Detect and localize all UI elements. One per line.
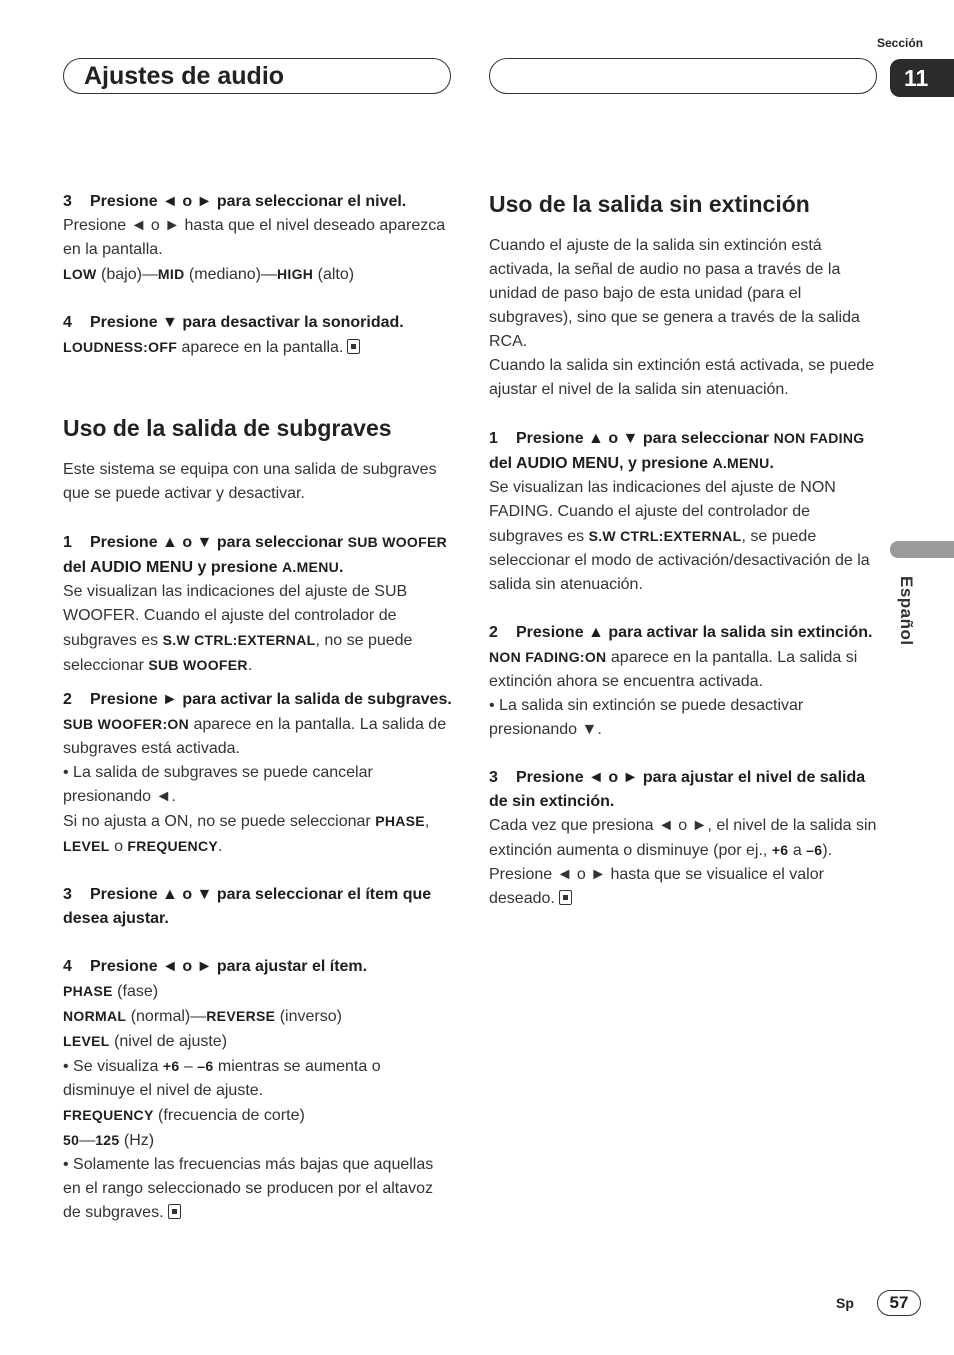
intro-text: Cuando la salida sin extinción está activada, se puede ajustar el nivel de la salida sin atenuación. bbox=[489, 357, 875, 398]
intro-text: Cuando el ajuste de la salida sin extinción está activada, la señal de audio no pasa a través de la unidad de paso bajo de esta unidad (para el subgraves), sino que se genera a través de la salida RCA. bbox=[489, 237, 860, 350]
bullet-note: • Solamente las frecuencias más bajas que aquellas en el rango seleccionado se producen por el altavoz de subgraves. bbox=[63, 1156, 434, 1221]
bullet-note: • Se visualiza +6 – –6 mientras se aumenta o disminuye el nivel de ajuste. bbox=[63, 1058, 381, 1099]
item-frequency: FREQUENCY (frecuencia de corte) bbox=[63, 1107, 305, 1124]
step-body: Se visualizan las indicaciones del ajuste de SUB WOOFER. Cuando el ajuste del controlador de subgraves es S.W CTRL:EXTERNAL, no se puede seleccionar SUB WOOFER. bbox=[63, 583, 413, 674]
step-heading: 1 Presione ▲ o ▼ para seleccionar NON FADING del AUDIO MENU, y presione A.MENU. bbox=[489, 430, 865, 472]
step-heading: 3 Presione ◄ o ► para seleccionar el nivel. bbox=[63, 193, 407, 210]
footer-language-code: Sp bbox=[836, 1295, 854, 1311]
language-tab bbox=[890, 541, 954, 558]
page-number: 57 bbox=[877, 1290, 921, 1316]
step-heading: 2 Presione ▲ para activar la salida sin extinción. bbox=[489, 624, 873, 641]
bullet-note: • La salida sin extinción se puede desactivar presionando ▼. bbox=[489, 697, 804, 738]
frequency-options: 50—125 (Hz) bbox=[63, 1132, 155, 1149]
step-note: Si no ajusta a ON, no se puede seleccionar PHASE, LEVEL o FREQUENCY. bbox=[63, 813, 430, 855]
step-body: Presione ◄ o ► hasta que el nivel deseado aparezca en la pantalla. bbox=[63, 217, 446, 258]
language-label: Español bbox=[897, 576, 916, 646]
item-phase: PHASE (fase) bbox=[63, 983, 159, 1000]
section-number-badge: 11 bbox=[890, 59, 954, 97]
step-heading: 1 Presione ▲ o ▼ para seleccionar SUB WOOFER del AUDIO MENU y presione A.MENU. bbox=[63, 534, 448, 576]
step-body: LOUDNESS:OFF aparece en la pantalla. bbox=[63, 335, 455, 360]
end-mark-icon bbox=[347, 339, 360, 354]
end-mark-icon bbox=[168, 1204, 181, 1219]
intro-text: Este sistema se equipa con una salida de subgraves que se puede activar y desactivar. bbox=[63, 461, 437, 502]
step-body: Cada vez que presiona ◄ o ►, el nivel de la salida sin extinción aumenta o disminuye (por ej., +6 a –6). bbox=[489, 817, 877, 859]
end-mark-icon bbox=[559, 890, 572, 905]
section-heading: Uso de la salida sin extinción bbox=[489, 191, 810, 217]
phase-options: NORMAL (normal)—REVERSE (inverso) bbox=[63, 1008, 342, 1025]
step-heading: 2 Presione ► para activar la salida de subgraves. bbox=[63, 691, 452, 708]
section-label: Sección bbox=[877, 36, 924, 50]
step-body: Se visualizan las indicaciones del ajuste de NON FADING. Cuando el ajuste del controlador de subgraves es S.W CTRL:EXTERNAL, se puede seleccionar el modo de activación/desactivación de la salida sin atenuación. bbox=[489, 479, 870, 593]
step-heading: 4 Presione ◄ o ► para ajustar el ítem. bbox=[63, 958, 368, 975]
header-empty-box bbox=[489, 58, 877, 94]
step-body: SUB WOOFER:ON aparece en la pantalla. La salida de subgraves está activada. bbox=[63, 716, 447, 757]
item-level: LEVEL (nivel de ajuste) bbox=[63, 1033, 228, 1050]
left-column bbox=[63, 190, 455, 1225]
step-heading: 4 Presione ▼ para desactivar la sonoridad. bbox=[63, 314, 404, 331]
step-body: NON FADING:ON aparece en la pantalla. La salida si extinción ahora se encuentra activada. bbox=[489, 649, 858, 690]
section-heading: Uso de la salida de subgraves bbox=[63, 415, 392, 441]
level-options: LOW (bajo)—MID (mediano)—HIGH (alto) bbox=[63, 266, 355, 283]
page-title: Ajustes de audio bbox=[84, 62, 285, 90]
step-note: Presione ◄ o ► hasta que se visualice el valor deseado. bbox=[489, 866, 824, 907]
right-column bbox=[489, 190, 881, 911]
step-heading: 3 Presione ◄ o ► para ajustar el nivel de salida de sin extinción. bbox=[489, 769, 866, 810]
bullet-note: • La salida de subgraves se puede cancelar presionando ◄. bbox=[63, 764, 373, 805]
step-heading: 3 Presione ▲ o ▼ para seleccionar el ítem que desea ajustar. bbox=[63, 886, 432, 927]
header-title-box bbox=[63, 58, 451, 94]
